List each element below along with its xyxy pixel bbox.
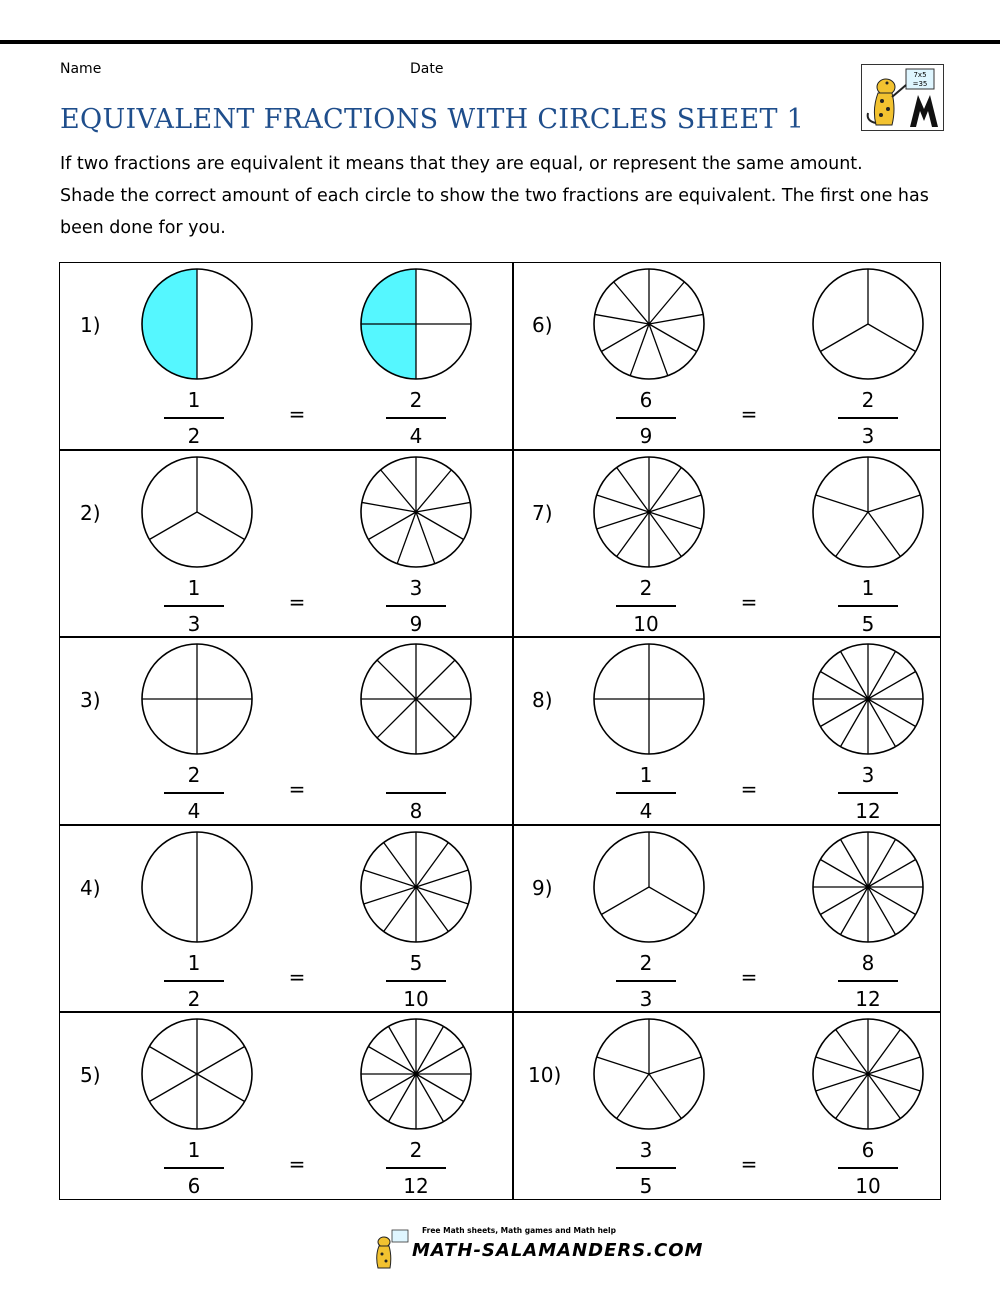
left-fraction-circle[interactable] xyxy=(592,267,706,381)
problem-cell xyxy=(512,451,953,638)
denominator: 5 xyxy=(639,1174,653,1198)
right-fraction xyxy=(838,385,898,451)
division-line xyxy=(868,839,896,887)
left-fraction-circle[interactable] xyxy=(140,1017,254,1131)
equals-sign: = xyxy=(740,964,758,989)
fraction-bar xyxy=(386,792,446,794)
worksheet-title: EQUIVALENT FRACTIONS WITH CIRCLES SHEET 1 xyxy=(60,104,805,135)
right-fraction-circle[interactable] xyxy=(359,830,473,944)
numerator: 5 xyxy=(409,950,423,975)
division-line xyxy=(649,512,681,556)
numerator: 2 xyxy=(187,763,201,787)
problem-number: 8) xyxy=(532,688,553,712)
left-fraction xyxy=(164,385,224,451)
right-fraction xyxy=(386,1135,446,1201)
division-line xyxy=(364,887,416,904)
division-line xyxy=(617,467,649,511)
right-fraction-circle[interactable] xyxy=(359,455,473,569)
right-fraction-circle[interactable] xyxy=(359,1017,473,1131)
division-line xyxy=(649,1057,701,1074)
equals-sign: = xyxy=(740,1152,758,1176)
left-fraction xyxy=(616,948,676,1014)
numerator: 6 xyxy=(639,388,653,412)
division-line xyxy=(868,1030,900,1074)
denominator: 4 xyxy=(187,799,201,823)
problem-cell xyxy=(60,451,501,638)
division-line xyxy=(601,324,649,352)
right-fraction-circle[interactable] xyxy=(811,267,925,381)
division-line xyxy=(416,1047,464,1075)
division-line xyxy=(649,495,701,512)
problem-cell xyxy=(60,826,501,1013)
division-line xyxy=(601,887,649,915)
division-line xyxy=(868,859,916,887)
division-line xyxy=(149,1047,197,1075)
division-line xyxy=(416,512,435,564)
division-line xyxy=(416,1026,444,1074)
problem-cell xyxy=(512,638,953,825)
division-line xyxy=(617,1074,649,1118)
instruction-line: Shade the correct amount of each circle to show the two fractions are equivalent. The first one has been done for you. xyxy=(60,186,929,238)
division-line xyxy=(820,324,868,352)
division-line xyxy=(416,887,448,931)
denominator: 10 xyxy=(633,611,659,636)
division-line xyxy=(836,512,868,556)
left-fraction-circle[interactable] xyxy=(140,642,254,756)
svg-text:7x5: 7x5 xyxy=(913,71,927,79)
left-fraction-circle[interactable] xyxy=(592,1017,706,1131)
denominator: 12 xyxy=(855,799,881,823)
left-fraction-circle[interactable] xyxy=(140,830,254,944)
fraction-bar xyxy=(616,605,676,607)
denominator: 12 xyxy=(855,986,881,1011)
right-fraction-circle[interactable] xyxy=(811,642,925,756)
division-line xyxy=(197,512,245,540)
division-line xyxy=(649,314,703,324)
division-line xyxy=(368,1047,416,1075)
right-fraction xyxy=(838,948,898,1014)
left-fraction xyxy=(164,1135,224,1201)
numerator[interactable] xyxy=(386,760,446,790)
division-line xyxy=(820,859,868,887)
division-line xyxy=(868,1074,900,1118)
fraction-bar xyxy=(616,792,676,794)
division-line xyxy=(816,1074,868,1091)
left-fraction xyxy=(616,385,676,451)
problem-cell xyxy=(512,826,953,1013)
division-line xyxy=(149,1074,197,1102)
problem-cell xyxy=(60,638,501,825)
fraction-bar xyxy=(164,417,224,419)
division-line xyxy=(820,887,868,915)
fraction-bar xyxy=(838,792,898,794)
fraction-bar xyxy=(838,417,898,419)
numerator: 3 xyxy=(861,763,875,787)
numerator: 2 xyxy=(409,388,423,412)
division-line xyxy=(368,512,416,540)
division-line xyxy=(597,1057,649,1074)
numerator: 1 xyxy=(639,763,653,787)
left-fraction-circle[interactable] xyxy=(592,455,706,569)
division-line xyxy=(841,651,869,699)
denominator: 9 xyxy=(639,424,653,448)
denominator: 8 xyxy=(409,799,423,823)
name-label: Name xyxy=(60,61,102,77)
fraction-bar xyxy=(838,605,898,607)
top-rule xyxy=(0,40,1000,44)
division-line xyxy=(384,842,416,886)
left-fraction-circle[interactable] xyxy=(140,455,254,569)
fraction-bar xyxy=(838,1167,898,1169)
fraction-bar xyxy=(616,417,676,419)
numerator: 3 xyxy=(409,575,423,600)
fraction-bar xyxy=(164,792,224,794)
division-line xyxy=(197,1047,245,1075)
left-fraction-circle[interactable] xyxy=(592,830,706,944)
denominator: 3 xyxy=(861,424,875,448)
numerator: 6 xyxy=(861,1138,875,1162)
division-line xyxy=(868,672,916,700)
division-line xyxy=(377,699,416,738)
footer-site-link[interactable]: MATH-SALAMANDERS.COM xyxy=(412,1240,704,1261)
instructions xyxy=(60,148,960,244)
denominator: 10 xyxy=(403,986,429,1011)
division-line xyxy=(836,1074,868,1118)
division-line xyxy=(389,1026,417,1074)
right-fraction xyxy=(838,760,898,826)
division-line xyxy=(868,651,896,699)
instruction-line: If two fractions are equivalent it means that they are equal, or represent the same amount. xyxy=(60,154,863,174)
division-line xyxy=(377,660,416,699)
division-line xyxy=(820,699,868,727)
right-fraction xyxy=(386,573,446,639)
left-fraction xyxy=(164,948,224,1014)
division-line xyxy=(836,1030,868,1074)
problem-cell xyxy=(60,1013,501,1200)
division-line xyxy=(597,512,649,529)
problem-number: 5) xyxy=(80,1063,101,1087)
numerator: 2 xyxy=(861,388,875,412)
right-fraction xyxy=(838,573,898,639)
right-fraction-circle[interactable] xyxy=(811,1017,925,1131)
equals-sign: = xyxy=(740,402,758,426)
denominator: 6 xyxy=(187,1174,201,1198)
division-line xyxy=(197,1074,245,1102)
right-fraction-circle[interactable] xyxy=(359,267,473,381)
division-line xyxy=(416,887,468,904)
equals-sign: = xyxy=(288,589,306,614)
division-line xyxy=(649,324,697,352)
problem-cell xyxy=(512,263,953,450)
division-line xyxy=(649,887,697,915)
problem-number: 6) xyxy=(532,313,553,337)
fraction-bar xyxy=(386,417,446,419)
division-line xyxy=(841,699,869,747)
shaded-sector xyxy=(142,269,197,379)
denominator: 3 xyxy=(187,611,201,636)
division-line xyxy=(416,1074,464,1102)
problem-number: 7) xyxy=(532,500,553,525)
division-line xyxy=(416,469,451,511)
right-fraction-circle[interactable] xyxy=(811,830,925,944)
division-line xyxy=(416,842,448,886)
equals-sign: = xyxy=(288,402,306,426)
division-line xyxy=(868,1074,920,1091)
division-line xyxy=(416,512,464,540)
division-line xyxy=(368,1074,416,1102)
denominator: 2 xyxy=(187,424,201,448)
division-line xyxy=(649,512,701,529)
division-line xyxy=(416,502,470,512)
problem-number: 3) xyxy=(80,688,101,712)
division-line xyxy=(649,282,684,324)
division-line xyxy=(868,512,900,556)
numerator: 2 xyxy=(639,575,653,600)
division-line xyxy=(820,672,868,700)
right-fraction xyxy=(386,948,446,1014)
numerator: 2 xyxy=(409,1138,423,1162)
equals-sign: = xyxy=(288,1152,306,1176)
equals-sign: = xyxy=(288,964,306,989)
fraction-bar xyxy=(616,1167,676,1169)
division-line xyxy=(868,495,920,512)
denominator: 4 xyxy=(409,424,423,448)
division-line xyxy=(868,699,896,747)
numerator: 1 xyxy=(187,575,201,600)
numerator: 1 xyxy=(187,1138,201,1162)
division-line xyxy=(868,324,916,352)
division-line xyxy=(841,839,869,887)
problem-number: 10) xyxy=(528,1063,562,1087)
division-line xyxy=(868,1057,920,1074)
numerator: 1 xyxy=(187,950,201,975)
division-line xyxy=(868,699,916,727)
denominator: 12 xyxy=(403,1174,429,1198)
fraction-bar xyxy=(164,1167,224,1169)
fraction-bar xyxy=(838,980,898,982)
left-fraction xyxy=(164,573,224,639)
division-line xyxy=(416,1074,444,1122)
division-line xyxy=(649,467,681,511)
division-line xyxy=(816,495,868,512)
fraction-bar xyxy=(386,605,446,607)
left-fraction xyxy=(616,1135,676,1201)
fraction-bar xyxy=(164,980,224,982)
equals-sign: = xyxy=(288,777,306,801)
denominator: 2 xyxy=(187,986,201,1011)
equals-sign: = xyxy=(740,589,758,614)
svg-text:=35: =35 xyxy=(912,80,928,88)
right-fraction xyxy=(386,760,446,826)
problem-number: 2) xyxy=(80,500,101,525)
problem-number: 4) xyxy=(80,875,101,900)
problem-number: 1) xyxy=(80,313,101,337)
division-line xyxy=(384,887,416,931)
division-line xyxy=(416,660,455,699)
denominator: 3 xyxy=(639,986,653,1011)
problem-cell xyxy=(512,1013,953,1200)
division-line xyxy=(149,512,197,540)
division-line xyxy=(597,495,649,512)
division-line xyxy=(364,870,416,887)
problem-grid xyxy=(59,262,941,1200)
salamander-logo-icon xyxy=(861,64,944,131)
denominator: 4 xyxy=(639,799,653,823)
numerator: 1 xyxy=(861,575,875,600)
denominator: 9 xyxy=(409,611,423,636)
denominator: 10 xyxy=(855,1174,881,1198)
division-line xyxy=(381,469,416,511)
left-fraction xyxy=(164,760,224,826)
numerator: 8 xyxy=(861,950,875,975)
division-line xyxy=(362,502,416,512)
left-fraction xyxy=(616,573,676,639)
division-line xyxy=(416,699,455,738)
equals-sign: = xyxy=(740,777,758,801)
fraction-bar xyxy=(386,1167,446,1169)
problem-number: 9) xyxy=(532,875,553,900)
footer-tagline: Free Math sheets, Math games and Math help xyxy=(422,1226,616,1235)
left-fraction-circle[interactable] xyxy=(592,642,706,756)
right-fraction xyxy=(838,1135,898,1201)
numerator: 1 xyxy=(187,388,201,412)
right-fraction-circle[interactable] xyxy=(811,455,925,569)
denominator: 5 xyxy=(861,611,875,636)
left-fraction-circle[interactable] xyxy=(140,267,254,381)
division-line xyxy=(841,887,869,935)
division-line xyxy=(397,512,416,564)
right-fraction xyxy=(386,385,446,451)
fraction-bar xyxy=(616,980,676,982)
left-fraction xyxy=(616,760,676,826)
division-line xyxy=(630,324,649,376)
division-line xyxy=(868,887,916,915)
division-line xyxy=(617,512,649,556)
division-line xyxy=(595,314,649,324)
problem-cell xyxy=(60,263,501,450)
fraction-bar xyxy=(164,605,224,607)
right-fraction-circle[interactable] xyxy=(359,642,473,756)
fraction-bar xyxy=(386,980,446,982)
division-line xyxy=(649,1074,681,1118)
division-line xyxy=(649,324,668,376)
division-line xyxy=(389,1074,417,1122)
numerator: 3 xyxy=(639,1138,653,1162)
division-line xyxy=(816,1057,868,1074)
division-line xyxy=(416,870,468,887)
numerator: 2 xyxy=(639,950,653,975)
date-label: Date xyxy=(410,61,444,77)
division-line xyxy=(868,887,896,935)
division-line xyxy=(614,282,649,324)
